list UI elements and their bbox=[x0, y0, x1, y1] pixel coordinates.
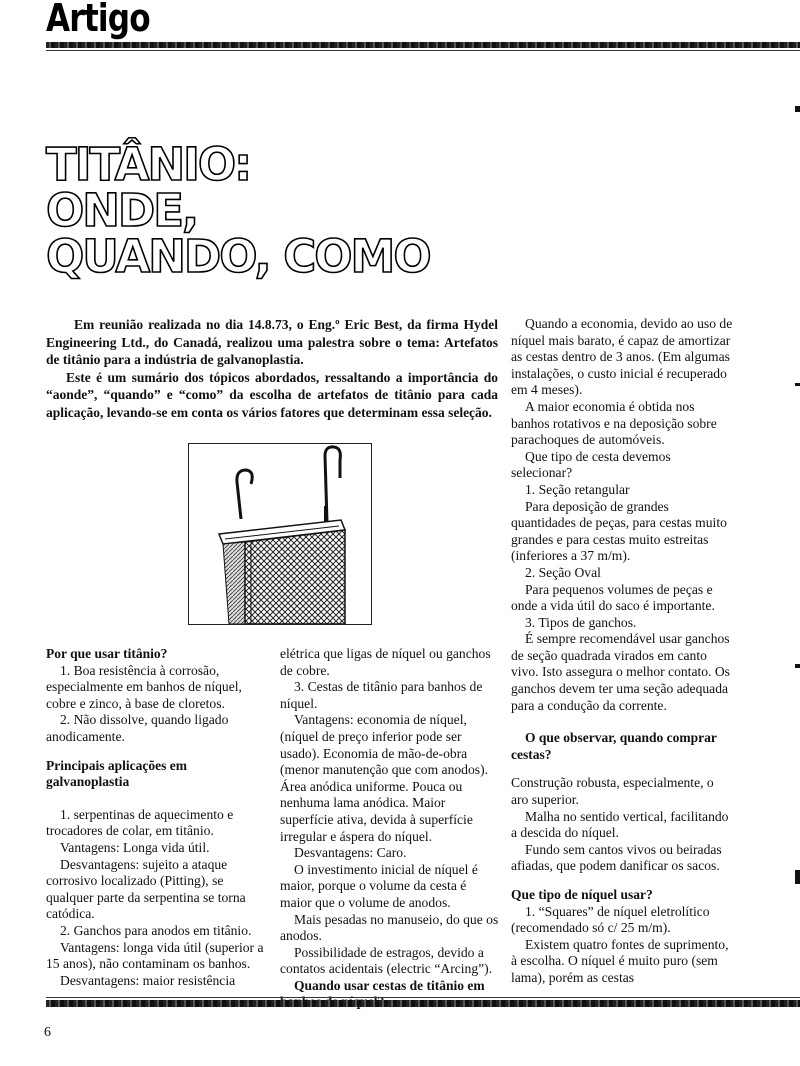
basket-figure bbox=[188, 443, 372, 625]
paragraph: Construção robusta, especialmente, o aro superior. bbox=[511, 775, 714, 808]
paragraph: A maior economia é obtida nos banhos rotativos e na deposição sobre parachoques de automóveis. bbox=[511, 398, 717, 448]
section-heading: Quando usar cestas de titânio em bbox=[294, 977, 485, 993]
paragraph: 2. Não dissolve, quando ligado anodicamente. bbox=[46, 712, 229, 744]
paragraph: 1. Seção retangular bbox=[525, 481, 630, 497]
paragraph: 1. Boa resistência à corrosão, especialmente em banhos de níquel, cobre e zinco, à base de cloretos. bbox=[46, 662, 242, 711]
paragraph: É sempre recomendável usar ganchos de seção quadrada virados em canto vivo. Isto assegura o melhor contato. Os ganchos devem ter uma seção adequada para a condução da corrente. bbox=[511, 631, 730, 713]
column-2 bbox=[280, 646, 500, 1011]
paragraph: Existem quatro fontes de suprimento, à escolha. O níquel é muito puro (sem lama), porém as cestas bbox=[511, 936, 729, 985]
top-thin-rule bbox=[46, 50, 800, 51]
paragraph: 2. Ganchos para anodos em titânio. bbox=[60, 922, 252, 938]
bottom-thin-rule bbox=[46, 997, 800, 998]
page-number: 6 bbox=[44, 1025, 51, 1040]
column-1 bbox=[46, 646, 270, 989]
paragraph: Quando a economia, devido ao uso de níquel mais barato, é capaz de amortizar as cestas dentro de 3 anos. (Em algumas instalações, o custo inicial é recuperado em 4 meses). bbox=[511, 316, 733, 398]
paragraph: Possibilidade de estragos, devido a contatos acidentais (electric “Arcing”). bbox=[280, 944, 493, 977]
edge-mark bbox=[795, 383, 800, 386]
paragraph: Fundo sem cantos vivos ou beiradas afiadas, que podem danificar os sacos. bbox=[511, 841, 722, 874]
titanium-basket-with-hooks-illustration bbox=[189, 444, 371, 624]
section-heading: Por que usar titânio? bbox=[46, 646, 168, 661]
edge-mark bbox=[795, 664, 800, 668]
paragraph: Vantagens: economia de níquel, (níquel de preço inferior pode ser usado). Economia de mão-de-obra (menor manutenção que com anodos). Área anódica uniforme. Pouca ou nenhuma lama anódica. Maior superfície ativa, devida à superfície irregular e áspera do níquel. bbox=[280, 712, 488, 844]
column-3 bbox=[511, 316, 733, 987]
paragraph: Malha no sentido vertical, facilitando a descida do níquel. bbox=[511, 808, 729, 841]
paragraph: 1. “Squares” de níquel eletrolítico (recomendado só c/ 25 m/m). bbox=[511, 903, 710, 936]
paragraph: 3. Cestas de titânio para banhos de níquel. bbox=[280, 679, 483, 711]
paragraph: Que tipo de cesta devemos selecionar? bbox=[511, 448, 671, 481]
article-lede bbox=[46, 316, 498, 421]
paragraph: Vantagens: Longa vida útil. bbox=[60, 839, 210, 855]
paragraph: Mais pesadas no manuseio, do que os anodos. bbox=[280, 911, 499, 944]
paragraph: 2. Seção Oval bbox=[525, 564, 601, 580]
paragraph: Para deposição de grandes quantidades de peças, para cestas muito grandes e para cestas muito estreitas (inferiores a 37 m/m). bbox=[511, 498, 727, 564]
paragraph: elétrica que ligas de níquel ou ganchos de cobre. bbox=[280, 646, 491, 678]
lede-paragraph: Em reunião realizada no dia 14.8.73, o Eng.º Eric Best, da firma Hydel Engineering Ltd., do Canadá, realizou uma palestra sobre o tema: Artefatos de titânio para a indústria de galvanoplastia. bbox=[46, 317, 498, 367]
article-title bbox=[46, 138, 430, 284]
paragraph: Para pequenos volumes de peças e onde a vida útil do saco é importante. bbox=[511, 581, 715, 614]
paragraph: 1. serpentinas de aquecimento e trocadores de colar, em titânio. bbox=[46, 806, 234, 839]
paragraph: O investimento inicial de níquel é maior, porque o volume da cesta é maior que o volume de anodos. bbox=[280, 861, 478, 910]
paragraph: 3. Tipos de ganchos. bbox=[525, 614, 637, 630]
title-line-3: QUANDO, COMO bbox=[46, 230, 430, 284]
title-line-2: ONDE, bbox=[46, 184, 198, 238]
paragraph: Desvantagens: sujeito a ataque corrosivo localizado (Pitting), se qualquer parte da serpentina se torna catódica. bbox=[46, 856, 246, 922]
top-rule bbox=[46, 42, 800, 48]
edge-mark bbox=[795, 106, 800, 112]
paragraph: Desvantagens: Caro. bbox=[294, 845, 407, 861]
paragraph: Desvantagens: maior resistência bbox=[60, 972, 236, 988]
section-heading: O que observar, quando comprar cestas? bbox=[511, 730, 717, 762]
paragraph: Vantagens: longa vida útil (superior a 15 anos), não contaminam os banhos. bbox=[46, 939, 264, 972]
lede-paragraph: Este é um sumário dos tópicos abordados, ressaltando a importância do “aonde”, “quando” e “como” da escolha de artefatos de titânio para cada aplicação, levando-se em conta os vários fatores que determinam essa seleção. bbox=[46, 369, 498, 420]
section-heading: Que tipo de níquel usar? bbox=[511, 887, 653, 902]
title-line-1: TITÂNIO: bbox=[46, 138, 251, 192]
edge-mark bbox=[795, 870, 800, 884]
section-tag: Artigo bbox=[46, 0, 150, 40]
bottom-rule bbox=[46, 1000, 800, 1007]
section-heading: Principais aplicações em galvanoplastia bbox=[46, 757, 187, 790]
